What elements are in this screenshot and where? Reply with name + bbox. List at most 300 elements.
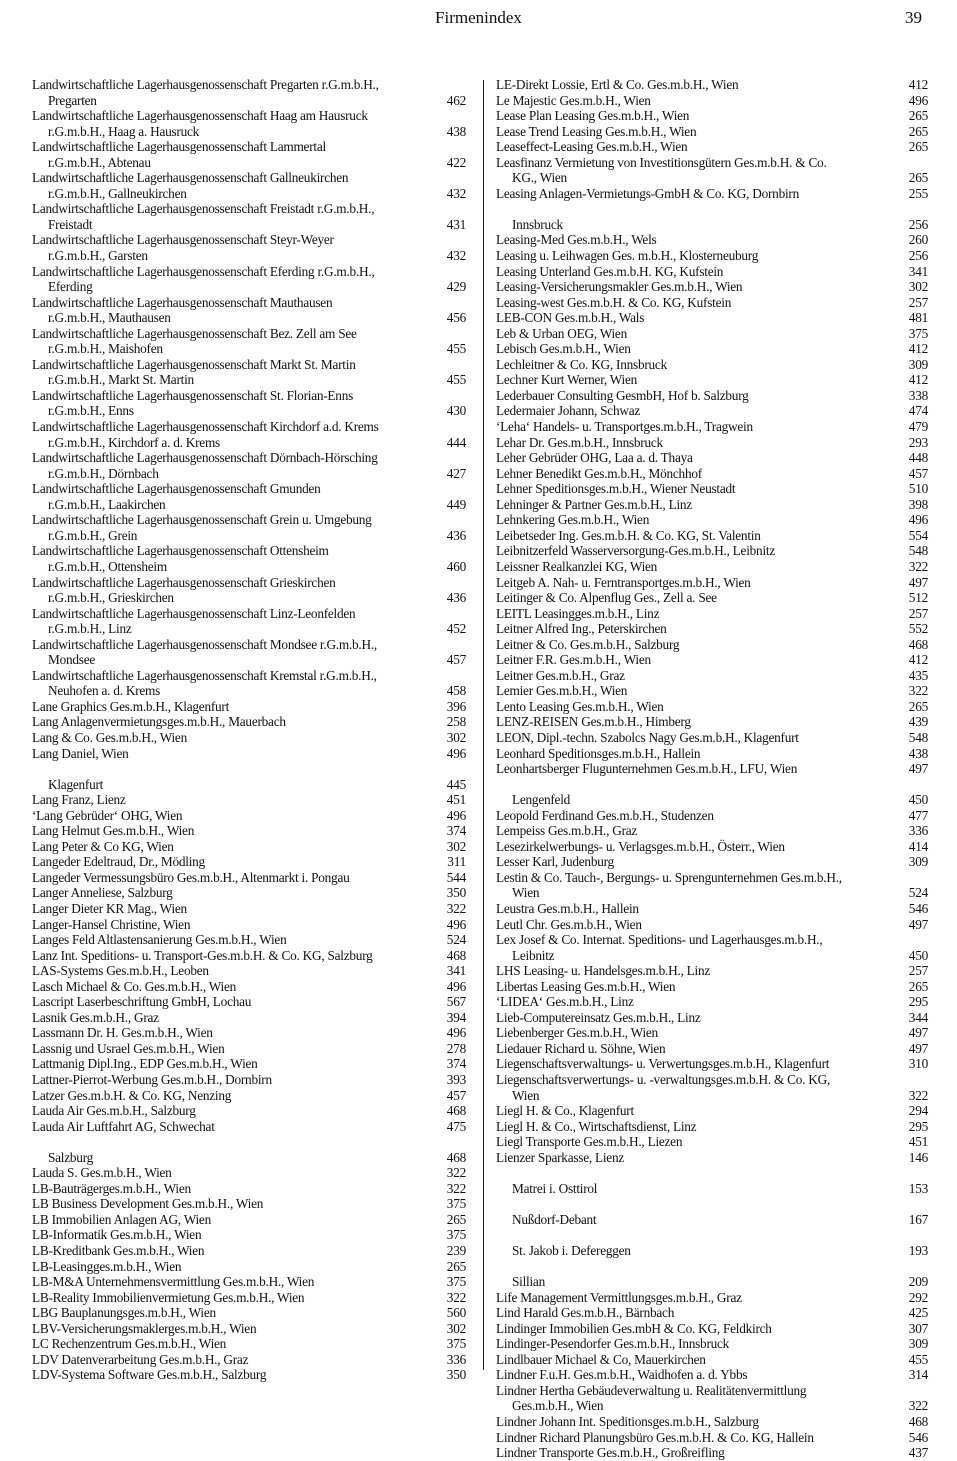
index-entry-continuation: Matrei i. Osttirol xyxy=(512,1180,598,1196)
index-entry xyxy=(32,326,466,357)
index-entry xyxy=(32,917,466,933)
index-entry-page: 341 xyxy=(908,263,928,279)
index-entry-page: 468 xyxy=(446,947,466,963)
index-entry-text xyxy=(496,93,909,109)
index-entry-page: 302 xyxy=(446,838,466,854)
index-entry-name: Lease Trend Leasing Ges.m.b.H., Wien xyxy=(496,123,697,139)
index-entry-name: Lasch Michael & Co. Ges.m.b.H., Wien xyxy=(32,978,237,994)
index-entry-text xyxy=(32,948,447,964)
index-entry-page: 567 xyxy=(446,994,466,1010)
index-entry-name: Lehnkering Ges.m.b.H., Wien xyxy=(496,512,650,528)
index-entry-page: 497 xyxy=(908,1025,928,1041)
index-entry-page: 414 xyxy=(908,838,928,854)
index-entry-text xyxy=(496,1056,909,1072)
index-entry-text xyxy=(496,1445,909,1461)
index-entry-name: Leitner & Co. Ges.m.b.H., Salzburg xyxy=(496,636,680,652)
index-entry-continuation: KG., Wien xyxy=(512,170,567,186)
index-entry-text xyxy=(496,839,909,855)
index-entry-name: Lanz Int. Speditions- u. Transport-Ges.m.b.H. & Co. KG, Salzburg xyxy=(32,947,373,963)
index-entry-text xyxy=(496,435,909,451)
index-entry-text xyxy=(496,512,909,528)
index-entry-name: Lascript Laserbeschriftung GmbH, Lochau xyxy=(32,994,252,1010)
index-entry-name: Leasfinanz Vermietung von Investitionsgütern Ges.m.b.H. & Co. xyxy=(496,154,827,170)
index-entry-page: 265 xyxy=(908,170,928,186)
index-entry xyxy=(496,155,928,186)
index-entry-text xyxy=(32,885,447,901)
index-entry xyxy=(32,1134,466,1165)
index-entry-text xyxy=(32,730,447,746)
index-entry-text xyxy=(496,155,909,186)
index-entry xyxy=(496,1383,928,1414)
index-entry-page: 265 xyxy=(908,978,928,994)
index-entry-name: Langer-Hansel Christine, Wien xyxy=(32,916,191,932)
index-entry-name: LEON, Dipl.-techn. Szabolcs Nagy Ges.m.b.H., Klagenfurt xyxy=(496,729,799,745)
index-entry-name xyxy=(496,201,903,217)
index-entry-page: 322 xyxy=(446,1165,466,1181)
index-entry xyxy=(496,326,928,342)
index-entry-continuation: r.G.m.b.H., Ottensheim xyxy=(48,558,167,574)
index-entry xyxy=(32,839,466,855)
index-entry-text xyxy=(32,1072,447,1088)
index-entry-name: Lind Harald Ges.m.b.H., Bärnbach xyxy=(496,1305,675,1321)
index-entry-page: 460 xyxy=(446,558,466,574)
index-entry xyxy=(32,481,466,512)
index-entry-name: Landwirtschaftliche Lagerhausgenossenschaft Steyr-Weyer xyxy=(32,232,334,248)
index-entry-text xyxy=(32,870,447,886)
index-entry-page: 430 xyxy=(446,403,466,419)
index-entry-name: Latzer Ges.m.b.H. & Co. KG, Nenzing xyxy=(32,1087,232,1103)
index-entry-text xyxy=(32,1041,447,1057)
index-entry-name: Lattmanig Dipl.Ing., EDP Ges.m.b.H., Wien xyxy=(32,1056,258,1072)
index-entry-name: Liegl H. & Co., Klagenfurt xyxy=(496,1103,634,1119)
index-entry-text xyxy=(496,1305,909,1321)
index-entry-text xyxy=(32,1321,447,1337)
index-entry-page: 302 xyxy=(446,729,466,745)
index-entry-name: Langer Dieter KR Mag., Wien xyxy=(32,900,187,916)
index-entry-page: 256 xyxy=(908,216,928,232)
index-entry xyxy=(496,1134,928,1150)
index-entry-text xyxy=(32,1165,447,1181)
index-entry-name: Leibnitzerfeld Wasserversorgung-Ges.m.b.H., Leibnitz xyxy=(496,543,775,559)
index-entry-page: 432 xyxy=(446,185,466,201)
index-entry-name xyxy=(496,1227,903,1243)
index-entry-page: 374 xyxy=(446,823,466,839)
index-entry xyxy=(32,979,466,995)
index-entry xyxy=(496,1165,928,1196)
index-entry-name: Leutl Chr. Ges.m.b.H., Wien xyxy=(496,916,642,932)
index-entry-text xyxy=(496,1041,909,1057)
index-entry-page: 293 xyxy=(908,434,928,450)
index-entry-page: 375 xyxy=(446,1196,466,1212)
index-entry xyxy=(32,388,466,419)
index-entry-page: 548 xyxy=(908,729,928,745)
index-entry-name: ‘Lang Gebrüder‘ OHG, Wien xyxy=(32,807,183,823)
index-entry-text xyxy=(496,450,909,466)
index-entry-page: 412 xyxy=(908,372,928,388)
index-entry xyxy=(496,232,928,248)
index-entry-name: Ledermaier Johann, Schwaz xyxy=(496,403,641,419)
index-entry-page: 435 xyxy=(908,667,928,683)
index-entry-text xyxy=(496,388,909,404)
index-entry-page: 375 xyxy=(446,1227,466,1243)
index-entry xyxy=(32,77,466,108)
index-entry-text xyxy=(32,917,447,933)
index-entry xyxy=(496,497,928,513)
index-entry-text xyxy=(32,264,447,295)
index-entry-name: Leibetseder Ing. Ges.m.b.H. & Co. KG, St. Valentin xyxy=(496,527,761,543)
index-entry-name: Lemier Ges.m.b.H., Wien xyxy=(496,683,628,699)
index-entry-text xyxy=(496,543,909,559)
index-entry-text xyxy=(32,1103,447,1119)
index-entry-name: LB-Bauträgerges.m.b.H., Wien xyxy=(32,1180,191,1196)
index-entry-name: Leitner Ges.m.b.H., Graz xyxy=(496,667,625,683)
index-entry xyxy=(496,652,928,668)
index-entry xyxy=(32,870,466,886)
index-entry-continuation: r.G.m.b.H., Grein xyxy=(48,527,138,543)
index-entry-page: 396 xyxy=(446,698,466,714)
index-entry-name: Landwirtschaftliche Lagerhausgenossenschaft Markt St. Martin xyxy=(32,356,356,372)
index-entry-page: 309 xyxy=(908,356,928,372)
index-entry-name: Lienzer Sparkasse, Lienz xyxy=(496,1149,625,1165)
index-entry-page: 344 xyxy=(908,1009,928,1025)
index-entry-text xyxy=(496,575,909,591)
index-entry-name xyxy=(496,1165,903,1181)
index-entry xyxy=(496,1259,928,1290)
index-entry-name: Lechner Kurt Werner, Wien xyxy=(496,372,638,388)
index-entry-name: LAS-Systems Ges.m.b.H., Leoben xyxy=(32,963,209,979)
index-entry-page: 314 xyxy=(908,1367,928,1383)
index-entry-page: 496 xyxy=(908,92,928,108)
index-entry-text xyxy=(496,746,909,762)
index-entry-page: 322 xyxy=(908,1087,928,1103)
index-entry-name: Landwirtschaftliche Lagerhausgenossenschaft Freistadt r.G.m.b.H., xyxy=(32,201,375,217)
index-entry-page: 437 xyxy=(908,1445,928,1461)
index-entry xyxy=(496,201,928,232)
index-entry-name: Landwirtschaftliche Lagerhausgenossenschaft Kremstal r.G.m.b.H., xyxy=(32,667,377,683)
index-entry-name: Langeder Vermessungsbüro Ges.m.b.H., Altenmarkt i. Pongau xyxy=(32,869,350,885)
index-entry xyxy=(496,341,928,357)
index-entry-page: 546 xyxy=(908,1429,928,1445)
index-entry-text xyxy=(496,497,909,513)
index-entry-page: 457 xyxy=(446,652,466,668)
index-entry-name: Lasnik Ges.m.b.H., Graz xyxy=(32,1009,159,1025)
index-entry-name: Landwirtschaftliche Lagerhausgenossenschaft Grieskirchen xyxy=(32,574,336,590)
index-entry xyxy=(496,1227,928,1258)
index-entry-text xyxy=(32,854,447,870)
index-entry-text xyxy=(32,201,447,232)
index-entry-text xyxy=(32,979,447,995)
index-entry-page: 375 xyxy=(446,1336,466,1352)
index-entry-continuation: Pregarten xyxy=(48,92,97,108)
index-entry-text xyxy=(32,932,447,948)
index-entry-page: 302 xyxy=(446,1320,466,1336)
index-entry xyxy=(496,901,928,917)
index-entry-text xyxy=(32,232,447,263)
index-entry-page: 322 xyxy=(446,1289,466,1305)
index-entry-name: Leasing Unterland Ges.m.b.H. KG, Kufstein xyxy=(496,263,724,279)
index-entry-text xyxy=(496,466,909,482)
index-entry-page: 496 xyxy=(446,1025,466,1041)
index-entry xyxy=(32,1041,466,1057)
index-entry-continuation: r.G.m.b.H., Dörnbach xyxy=(48,465,159,481)
index-entry xyxy=(32,1103,466,1119)
index-entry-name: Lane Graphics Ges.m.b.H., Klagenfurt xyxy=(32,698,230,714)
index-entry xyxy=(496,93,928,109)
index-entry-text xyxy=(496,668,909,684)
index-entry-continuation: Sillian xyxy=(512,1274,545,1290)
index-entry xyxy=(32,139,466,170)
index-entry-name: Lattner-Pierrot-Werbung Ges.m.b.H., Dornbirn xyxy=(32,1072,272,1087)
index-entry-text xyxy=(496,341,909,357)
index-entry xyxy=(496,139,928,155)
index-entry-text xyxy=(32,699,447,715)
index-entry xyxy=(32,714,466,730)
index-entry-text xyxy=(496,606,909,622)
index-entry-page: 450 xyxy=(908,947,928,963)
index-entry xyxy=(32,1259,466,1275)
index-entry xyxy=(496,668,928,684)
index-entry-text xyxy=(32,77,447,108)
index-entry-text xyxy=(32,1352,447,1368)
index-entry-page: 544 xyxy=(446,869,466,885)
index-entry-text xyxy=(32,1134,447,1165)
index-entry-page: 350 xyxy=(446,1367,466,1383)
index-entry-text xyxy=(32,139,447,170)
index-entry-name: Landwirtschaftliche Lagerhausgenossenschaft Gallneukirchen xyxy=(32,170,349,186)
index-entry-name: Lieb-Computereinsatz Ges.m.b.H., Linz xyxy=(496,1009,701,1025)
index-entry-text xyxy=(496,108,909,124)
index-entry-text xyxy=(496,637,909,653)
index-entry xyxy=(496,1010,928,1026)
index-entry-text xyxy=(496,124,909,140)
index-entry-page: 438 xyxy=(908,745,928,761)
index-entry xyxy=(496,186,928,202)
index-entry-name: Libertas Leasing Ges.m.b.H., Wien xyxy=(496,978,676,994)
index-entry-name: Lex Josef & Co. Internat. Speditions- und Lagerhausges.m.b.H., xyxy=(496,932,823,948)
index-entry-text xyxy=(496,1134,909,1150)
index-entry xyxy=(32,668,466,699)
index-entry-text xyxy=(496,1227,909,1258)
index-entry-name: Lindner Richard Planungsbüro Ges.m.b.H. & Co. KG, Hallein xyxy=(496,1429,814,1445)
index-entry-page: 468 xyxy=(446,1103,466,1119)
index-entry xyxy=(32,1352,466,1368)
index-entry-name: Lassmann Dr. H. Ges.m.b.H., Wien xyxy=(32,1025,213,1041)
index-entry xyxy=(32,761,466,792)
index-entry-text xyxy=(32,481,447,512)
index-entry xyxy=(32,901,466,917)
index-entry xyxy=(496,372,928,388)
index-entry-name: Leonhard Speditionsges.m.b.H., Hallein xyxy=(496,745,701,761)
index-entry-name xyxy=(496,1196,903,1212)
index-entry-text xyxy=(32,1212,447,1228)
index-entry-name: Liegenschaftsverwaltungs- u. Verwertungsges.m.b.H., Klagenfurt xyxy=(496,1056,830,1072)
index-entry-text xyxy=(32,512,447,543)
index-entry xyxy=(32,885,466,901)
index-entry-page: 496 xyxy=(446,978,466,994)
index-entry-page: 292 xyxy=(908,1289,928,1305)
index-entry xyxy=(32,1290,466,1306)
index-entry-name: Landwirtschaftliche Lagerhausgenossenschaft Lammertal xyxy=(32,139,326,155)
index-entry-page: 450 xyxy=(908,792,928,808)
index-entry-text xyxy=(32,543,447,574)
index-entry-page: 322 xyxy=(446,900,466,916)
index-entry-text xyxy=(32,1056,447,1072)
index-entry-name: ‘Leha‘ Handels- u. Transportges.m.b.H., Tragwein xyxy=(496,419,753,435)
index-entry-name: Leasing-Med Ges.m.b.H., Wels xyxy=(496,232,657,248)
index-entry xyxy=(496,512,928,528)
index-entry-text xyxy=(32,823,447,839)
index-entry xyxy=(32,948,466,964)
index-entry xyxy=(32,575,466,606)
index-entry-name: Leitner Alfred Ing., Peterskirchen xyxy=(496,621,667,637)
index-entry xyxy=(32,1305,466,1321)
index-entry-text xyxy=(32,450,447,481)
index-entry-text xyxy=(496,1165,909,1196)
index-entry-name: Lindinger Immobilien Ges.mbH & Co. KG, Feldkirch xyxy=(496,1320,772,1336)
index-entry-text xyxy=(496,901,909,917)
index-entry-continuation: Freistadt xyxy=(48,216,93,232)
index-entry xyxy=(32,808,466,824)
index-entry-text xyxy=(32,419,447,450)
index-entry xyxy=(32,1072,466,1088)
index-entry xyxy=(32,1119,466,1135)
index-entry-text xyxy=(496,310,909,326)
index-entry-text xyxy=(496,917,909,933)
index-entry-name: Landwirtschaftliche Lagerhausgenossenschaft Gmunden xyxy=(32,481,321,497)
index-entry xyxy=(496,1041,928,1057)
index-entry-text xyxy=(496,777,909,808)
index-entry-name: Liegl Transporte Ges.m.b.H., Liezen xyxy=(496,1134,683,1150)
index-entry-page: 302 xyxy=(908,279,928,295)
index-entry xyxy=(496,1321,928,1337)
index-entry-name: Leaseffect-Leasing Ges.m.b.H., Wien xyxy=(496,139,688,155)
index-entry-name: Lebisch Ges.m.b.H., Wien xyxy=(496,341,631,357)
index-entry xyxy=(32,357,466,388)
index-entry-name: Langes Feld Altlastensanierung Ges.m.b.H., Wien xyxy=(32,932,287,948)
index-entry-name: Lehninger & Partner Ges.m.b.H., Linz xyxy=(496,496,692,512)
index-entry xyxy=(496,77,928,93)
index-entry-name: Leher Gebrüder OHG, Laa a. d. Thaya xyxy=(496,450,693,466)
index-entry-page: 546 xyxy=(908,900,928,916)
index-entry-name: Lindner Hertha Gebäudeverwaltung u. Realitätenvermittlung xyxy=(496,1382,807,1398)
index-entry-page: 336 xyxy=(908,823,928,839)
index-entry-name: LB Immobilien Anlagen AG, Wien xyxy=(32,1211,211,1227)
index-entry-text xyxy=(32,170,447,201)
index-entry-page: 548 xyxy=(908,543,928,559)
index-entry-page: 560 xyxy=(446,1305,466,1321)
index-entry-text xyxy=(496,279,909,295)
index-entry-name: Lindinger-Pesendorfer Ges.m.b.H., Innsbruck xyxy=(496,1336,730,1352)
index-entry-text xyxy=(496,248,909,264)
index-entry-name: Landwirtschaftliche Lagerhausgenossenschaft Haag am Hausruck xyxy=(32,108,368,124)
index-entry-page: 451 xyxy=(908,1134,928,1150)
index-entry xyxy=(496,590,928,606)
index-entry-name: Life Management Vermittlungsges.m.b.H., Graz xyxy=(496,1289,742,1305)
index-entry-continuation: Salzburg xyxy=(48,1149,94,1165)
index-entry-continuation: r.G.m.b.H., Maishofen xyxy=(48,341,163,357)
index-entry xyxy=(496,264,928,280)
index-entry-text xyxy=(32,963,447,979)
index-entry-name: Lempeiss Ges.m.b.H., Graz xyxy=(496,823,638,839)
index-entry-text xyxy=(32,295,447,326)
index-entry-page: 425 xyxy=(908,1305,928,1321)
index-entry xyxy=(32,1227,466,1243)
index-entry xyxy=(496,699,928,715)
index-entry-name: LE-Direkt Lossie, Ertl & Co. Ges.m.b.H., Wien xyxy=(496,77,739,92)
index-entry-page: 422 xyxy=(446,154,466,170)
index-entry-continuation: r.G.m.b.H., Laakirchen xyxy=(48,496,166,512)
index-entry xyxy=(496,528,928,544)
index-entry-page: 481 xyxy=(908,310,928,326)
index-entry-text xyxy=(496,1321,909,1337)
index-entry-name: LB-M&A Unternehmensvermittlung Ges.m.b.H., Wien xyxy=(32,1274,315,1290)
index-entry xyxy=(32,170,466,201)
index-entry-text xyxy=(496,139,909,155)
index-entry-page: 438 xyxy=(446,123,466,139)
index-entry-text xyxy=(496,1336,909,1352)
index-entry xyxy=(496,124,928,140)
index-entry-name: Landwirtschaftliche Lagerhausgenossenschaft Mondsee r.G.m.b.H., xyxy=(32,636,378,652)
index-entry-page: 209 xyxy=(908,1274,928,1290)
index-entry xyxy=(496,932,928,963)
index-entry-page: 427 xyxy=(446,465,466,481)
index-entry-continuation: r.G.m.b.H., Garsten xyxy=(48,248,148,264)
index-entry-page: 193 xyxy=(908,1243,928,1259)
index-entry-name: Lindner Transporte Ges.m.b.H., Großreifling xyxy=(496,1445,725,1461)
index-entry-page: 374 xyxy=(446,1056,466,1072)
index-entry-text xyxy=(32,1336,447,1352)
index-entry xyxy=(496,870,928,901)
index-entry-page: 398 xyxy=(908,496,928,512)
index-entry-page: 432 xyxy=(446,248,466,264)
index-entry-page: 278 xyxy=(446,1040,466,1056)
index-entry-page: 239 xyxy=(446,1243,466,1259)
index-entry xyxy=(32,1321,466,1337)
index-entry xyxy=(496,1352,928,1368)
index-entry-page: 257 xyxy=(908,605,928,621)
index-entry-text xyxy=(32,1274,447,1290)
index-entry-page: 153 xyxy=(908,1180,928,1196)
index-entry-page: 265 xyxy=(446,1258,466,1274)
index-entry-text xyxy=(32,388,447,419)
index-entry xyxy=(496,683,928,699)
index-entry-continuation: r.G.m.b.H., Grieskirchen xyxy=(48,590,174,606)
index-entry-page: 255 xyxy=(908,185,928,201)
index-column-left xyxy=(32,77,466,1383)
index-entry-name: Lesezirkelwerbungs- u. Verlagsges.m.b.H., Österr., Wien xyxy=(496,838,785,854)
index-entry-text xyxy=(496,1290,909,1306)
index-entry-page: 444 xyxy=(446,434,466,450)
index-entry xyxy=(496,963,928,979)
index-entry-name: Lehar Dr. Ges.m.b.H., Innsbruck xyxy=(496,434,663,450)
index-entry xyxy=(496,839,928,855)
index-entry-text xyxy=(496,1103,909,1119)
index-entry-text xyxy=(32,1227,447,1243)
index-entry-text xyxy=(32,637,447,668)
index-entry xyxy=(32,1243,466,1259)
index-entry-name: Lindner F.u.H. Ges.m.b.H., Waidhofen a. d. Ybbs xyxy=(496,1367,748,1383)
index-entry-page: 457 xyxy=(446,1087,466,1103)
index-entry-name: Leitgeb A. Nah- u. Ferntransportges.m.b.H., Wien xyxy=(496,574,751,590)
index-entry-name xyxy=(32,1134,441,1150)
index-entry-text xyxy=(32,326,447,357)
index-entry-page: 524 xyxy=(908,885,928,901)
index-entry xyxy=(32,450,466,481)
index-entry-page: 393 xyxy=(446,1072,466,1087)
index-entry xyxy=(32,1367,466,1383)
index-entry-name: Leb & Urban OEG, Wien xyxy=(496,325,627,341)
index-entry xyxy=(496,1056,928,1072)
